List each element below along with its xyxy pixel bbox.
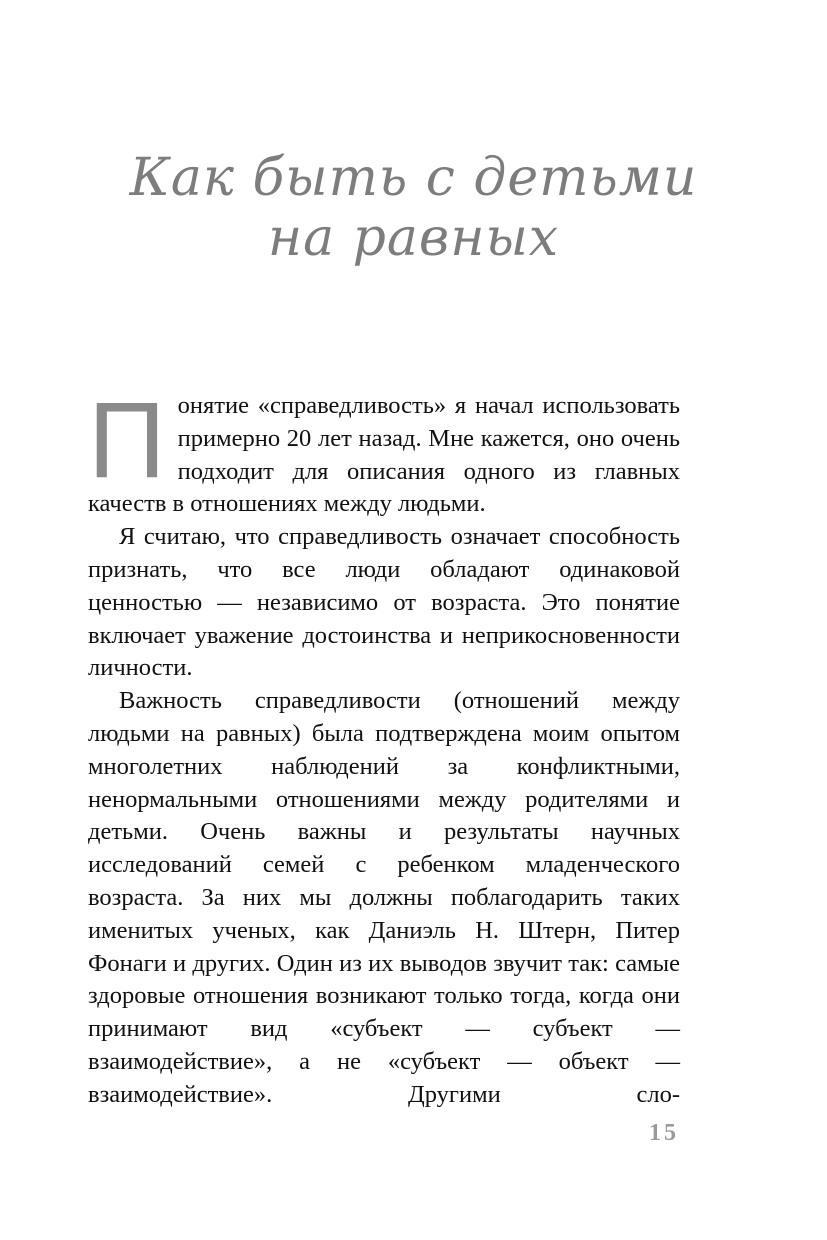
paragraph-2: Я считаю, что справедливость означает способность признать, что все люди обладают одинаковой ценностью — независимо от возраста. Это понятие включает уважение достоинства и неприкосновенности личности. bbox=[88, 523, 680, 682]
drop-cap: П bbox=[88, 379, 166, 500]
paragraph-1-text: онятие «справедливость» я начал использовать примерно 20 лет назад. Мне кажется, оно очень подходит для описания одного из главных качеств в отношениях между людьми. bbox=[88, 392, 680, 518]
body-text bbox=[88, 379, 680, 1112]
chapter-title bbox=[120, 148, 707, 268]
chapter-title-line-1: Как быть с детьми bbox=[129, 148, 698, 208]
paragraph-3: Важность справедливости (отношений между людьми на равных) была подтверждена моим опытом многолетних наблюдений за конфликтными, ненормальными отношениями между родителями и детьми. Очень важны и результаты научных исследований семей с ребенком младенческого возраста. За них мы должны поблагодарить таких именитых ученых, как Даниэль Н. Штерн, Питер Фонаги и других. Один из их выводов звучит так: самые здоровые отношения возникают только тогда, когда они принимают вид «субъект — субъект — взаимодействие», а не «субъект — объект — взаимодействие». Другими сло- bbox=[88, 687, 680, 1108]
chapter-title-line-2: на равных bbox=[267, 208, 560, 268]
page-number: 15 bbox=[649, 1120, 679, 1146]
paragraph-1 bbox=[88, 379, 680, 521]
